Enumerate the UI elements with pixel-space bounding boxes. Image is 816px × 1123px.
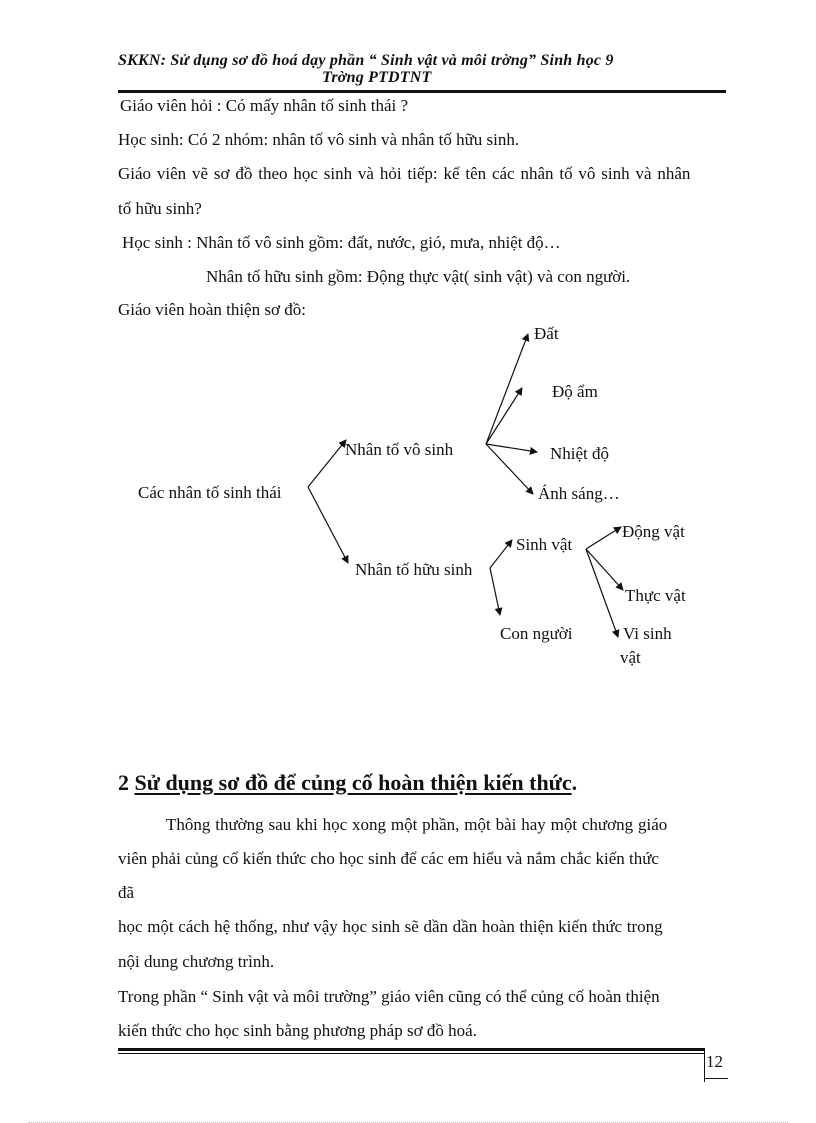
node-animals: Động vật bbox=[622, 522, 685, 541]
arrow-abiotic-to-light bbox=[486, 444, 533, 494]
student-abiotic-answer: Học sinh : Nhân tố vô sinh gồm: đất, nước, gió, mưa, nhiệt độ… bbox=[122, 233, 561, 252]
body-line-7: kiến thức cho học sinh bằng phương pháp sơ đồ hoá. bbox=[118, 1021, 477, 1040]
node-abiotic-factors: Nhân tố vô sinh bbox=[345, 440, 454, 459]
body-line-2: viên phải củng cố kiến thức cho học sinh để các em hiểu và nắm chắc kiến thức bbox=[118, 849, 659, 868]
footer-rule bbox=[118, 1048, 704, 1051]
node-light: Ánh sáng… bbox=[538, 484, 620, 503]
teacher-instruction-line2: tố hữu sinh? bbox=[118, 199, 202, 218]
footer-vertical-rule bbox=[704, 1048, 705, 1082]
arrow-root-to-abiotic bbox=[308, 440, 346, 487]
body-line-3: đã bbox=[118, 883, 135, 902]
node-microbes-line1: Vi sinh bbox=[623, 624, 672, 643]
teacher-instruction-line1: Giáo viên vẽ sơ đồ theo học sinh và hỏi tiếp: kể tên các nhân tố vô sinh và nhân bbox=[118, 164, 691, 183]
student-answer: Học sinh: Có 2 nhóm: nhân tố vô sinh và nhân tố hữu sinh. bbox=[118, 130, 520, 149]
arrow-abiotic-to-temperature bbox=[486, 444, 537, 452]
node-organisms: Sinh vật bbox=[516, 535, 573, 554]
section-heading: 2 Sử dụng sơ đồ để củng cố hoàn thiện kiến thức. bbox=[118, 770, 578, 795]
node-ecological-factors: Các nhân tố sinh thái bbox=[138, 483, 282, 502]
node-plants: Thực vật bbox=[625, 586, 686, 605]
body-line-6: Trong phần “ Sinh vật và môi trường” giáo viên cũng có thể củng cố hoàn thiện bbox=[118, 987, 660, 1006]
section-title: Sử dụng sơ đồ để củng cố hoàn thiện kiến thức bbox=[134, 770, 572, 795]
page-number: 12 bbox=[706, 1052, 723, 1071]
node-soil: Đất bbox=[534, 324, 559, 343]
footer-page-rule bbox=[704, 1078, 728, 1079]
arrow-organisms-to-animals bbox=[586, 527, 621, 549]
arrow-organisms-to-plants bbox=[586, 549, 623, 590]
body-line-1: Thông thường sau khi học xong một phần, một bài hay một chương giáo bbox=[166, 815, 668, 834]
section-number: 2 bbox=[118, 770, 129, 795]
arrow-root-to-biotic bbox=[308, 487, 348, 563]
node-temperature: Nhiệt độ bbox=[550, 444, 610, 463]
body-line-5: nội dung chương trình. bbox=[118, 952, 275, 971]
header-school: Trờng PTDTNT bbox=[322, 69, 432, 86]
header-title: SKKN: Sử dụng sơ đồ hoá dạy phần “ Sinh vật và môi trờng” Sinh học 9 bbox=[118, 52, 614, 69]
arrow-biotic-to-organisms bbox=[490, 540, 512, 568]
arrow-biotic-to-humans bbox=[490, 568, 500, 615]
footer-rule-thin bbox=[118, 1053, 704, 1054]
node-microbes-line2: vật bbox=[620, 648, 641, 667]
student-biotic-answer: Nhân tố hữu sinh gồm: Động thực vật( sinh vật) và con người. bbox=[206, 267, 631, 286]
node-humans: Con người bbox=[500, 624, 573, 643]
arrow-organisms-to-microbes bbox=[586, 549, 618, 637]
body-line-4: học một cách hệ thống, như vậy học sinh sẽ dần dần hoàn thiện kiến thức trong bbox=[118, 917, 663, 936]
node-humidity: Độ ẩm bbox=[552, 382, 598, 401]
teacher-completes-diagram: Giáo viên hoàn thiện sơ đồ: bbox=[118, 300, 306, 319]
teacher-question: Giáo viên hỏi : Có mấy nhân tố sinh thái ? bbox=[120, 96, 409, 115]
node-biotic-factors: Nhân tố hữu sinh bbox=[355, 560, 473, 579]
